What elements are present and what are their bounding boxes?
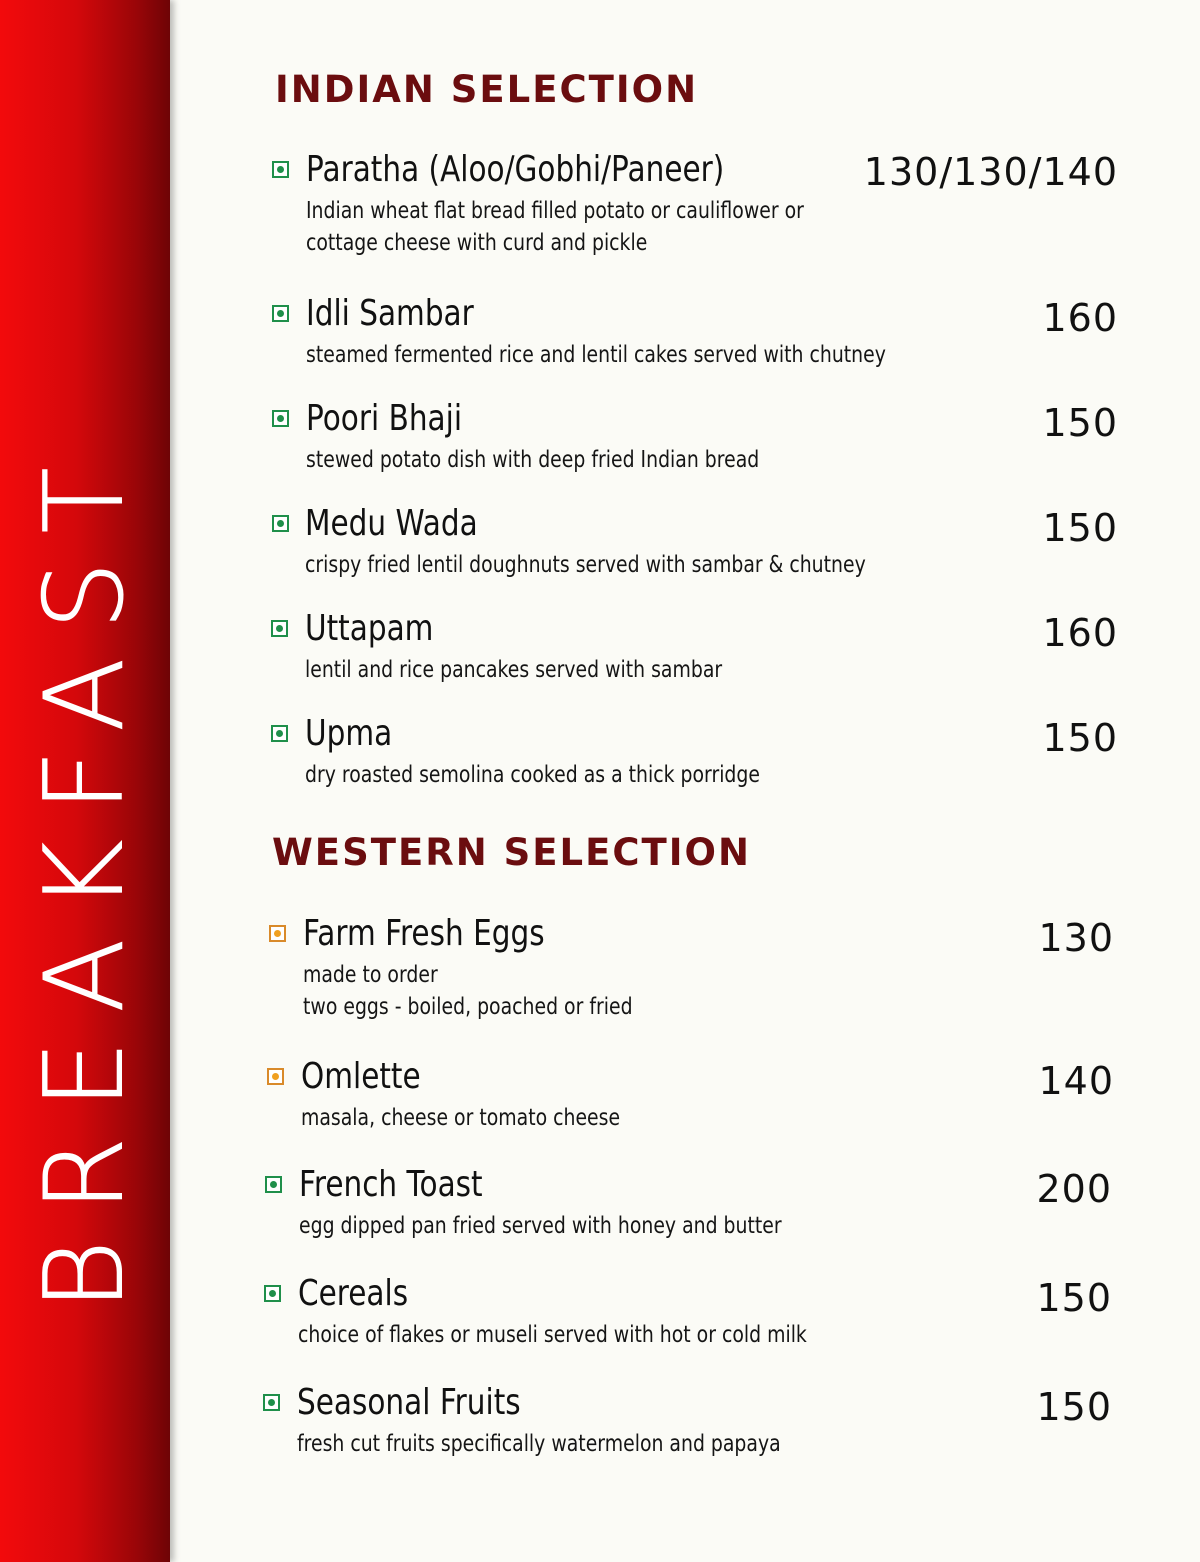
item-description: dry roasted semolina cooked as a thick porridge [305,762,760,788]
egg-indicator-icon [267,1068,284,1085]
item-price: 160 [1042,611,1118,655]
veg-indicator-icon [263,1394,280,1411]
item-name: Upma [305,713,393,754]
item-name: French Toast [299,1164,483,1205]
veg-indicator-icon [272,305,289,322]
item-name: Idli Sambar [306,293,474,334]
item-description: made to order two eggs - boiled, poached or fried [303,962,633,1020]
veg-indicator-icon [271,620,288,637]
egg-indicator-icon [269,925,286,942]
item-description: crispy fried lentil doughnuts served with sambar & chutney [305,552,866,578]
item-name: Seasonal Fruits [297,1382,521,1423]
item-description: egg dipped pan fried served with honey and butter [299,1213,782,1239]
item-price: 130 [1038,916,1114,960]
item-description: lentil and rice pancakes served with sambar [305,657,723,683]
item-price: 150 [1042,401,1118,445]
item-name: Medu Wada [305,503,478,544]
item-name: Uttapam [305,608,434,649]
breakfast-side-band [0,0,170,1562]
veg-indicator-icon [272,410,289,427]
section-heading-indian: INDIAN SELECTION [275,68,699,111]
item-name: Cereals [298,1273,409,1314]
item-price: 160 [1042,296,1118,340]
item-price: 150 [1042,506,1118,550]
item-price: 140 [1038,1059,1114,1103]
item-description: masala, cheese or tomato cheese [301,1105,621,1131]
veg-indicator-icon [272,161,289,178]
side-title: BREAKFAST [22,439,148,1311]
veg-indicator-icon [265,1176,282,1193]
veg-indicator-icon [264,1285,281,1302]
item-name: Farm Fresh Eggs [303,913,545,954]
item-description: choice of flakes or museli served with hot or cold milk [298,1322,807,1348]
item-description: fresh cut fruits specifically watermelon and papaya [297,1431,781,1457]
section-heading-western: WESTERN SELECTION [272,831,751,874]
item-description: steamed fermented rice and lentil cakes served with chutney [306,342,886,368]
item-price: 150 [1036,1276,1112,1320]
item-description: Indian wheat flat bread filled potato or cauliflower or cottage cheese with curd and pickle [306,198,804,256]
item-price: 130/130/140 [863,150,1118,194]
item-name: Omlette [301,1056,421,1097]
veg-indicator-icon [271,725,288,742]
veg-indicator-icon [272,515,289,532]
item-price: 150 [1036,1385,1112,1429]
item-description: stewed potato dish with deep fried Indian bread [306,447,760,473]
item-name: Poori Bhaji [306,398,463,439]
item-price: 150 [1042,716,1118,760]
item-price: 200 [1036,1167,1112,1211]
item-name: Paratha (Aloo/Gobhi/Paneer) [306,149,725,190]
